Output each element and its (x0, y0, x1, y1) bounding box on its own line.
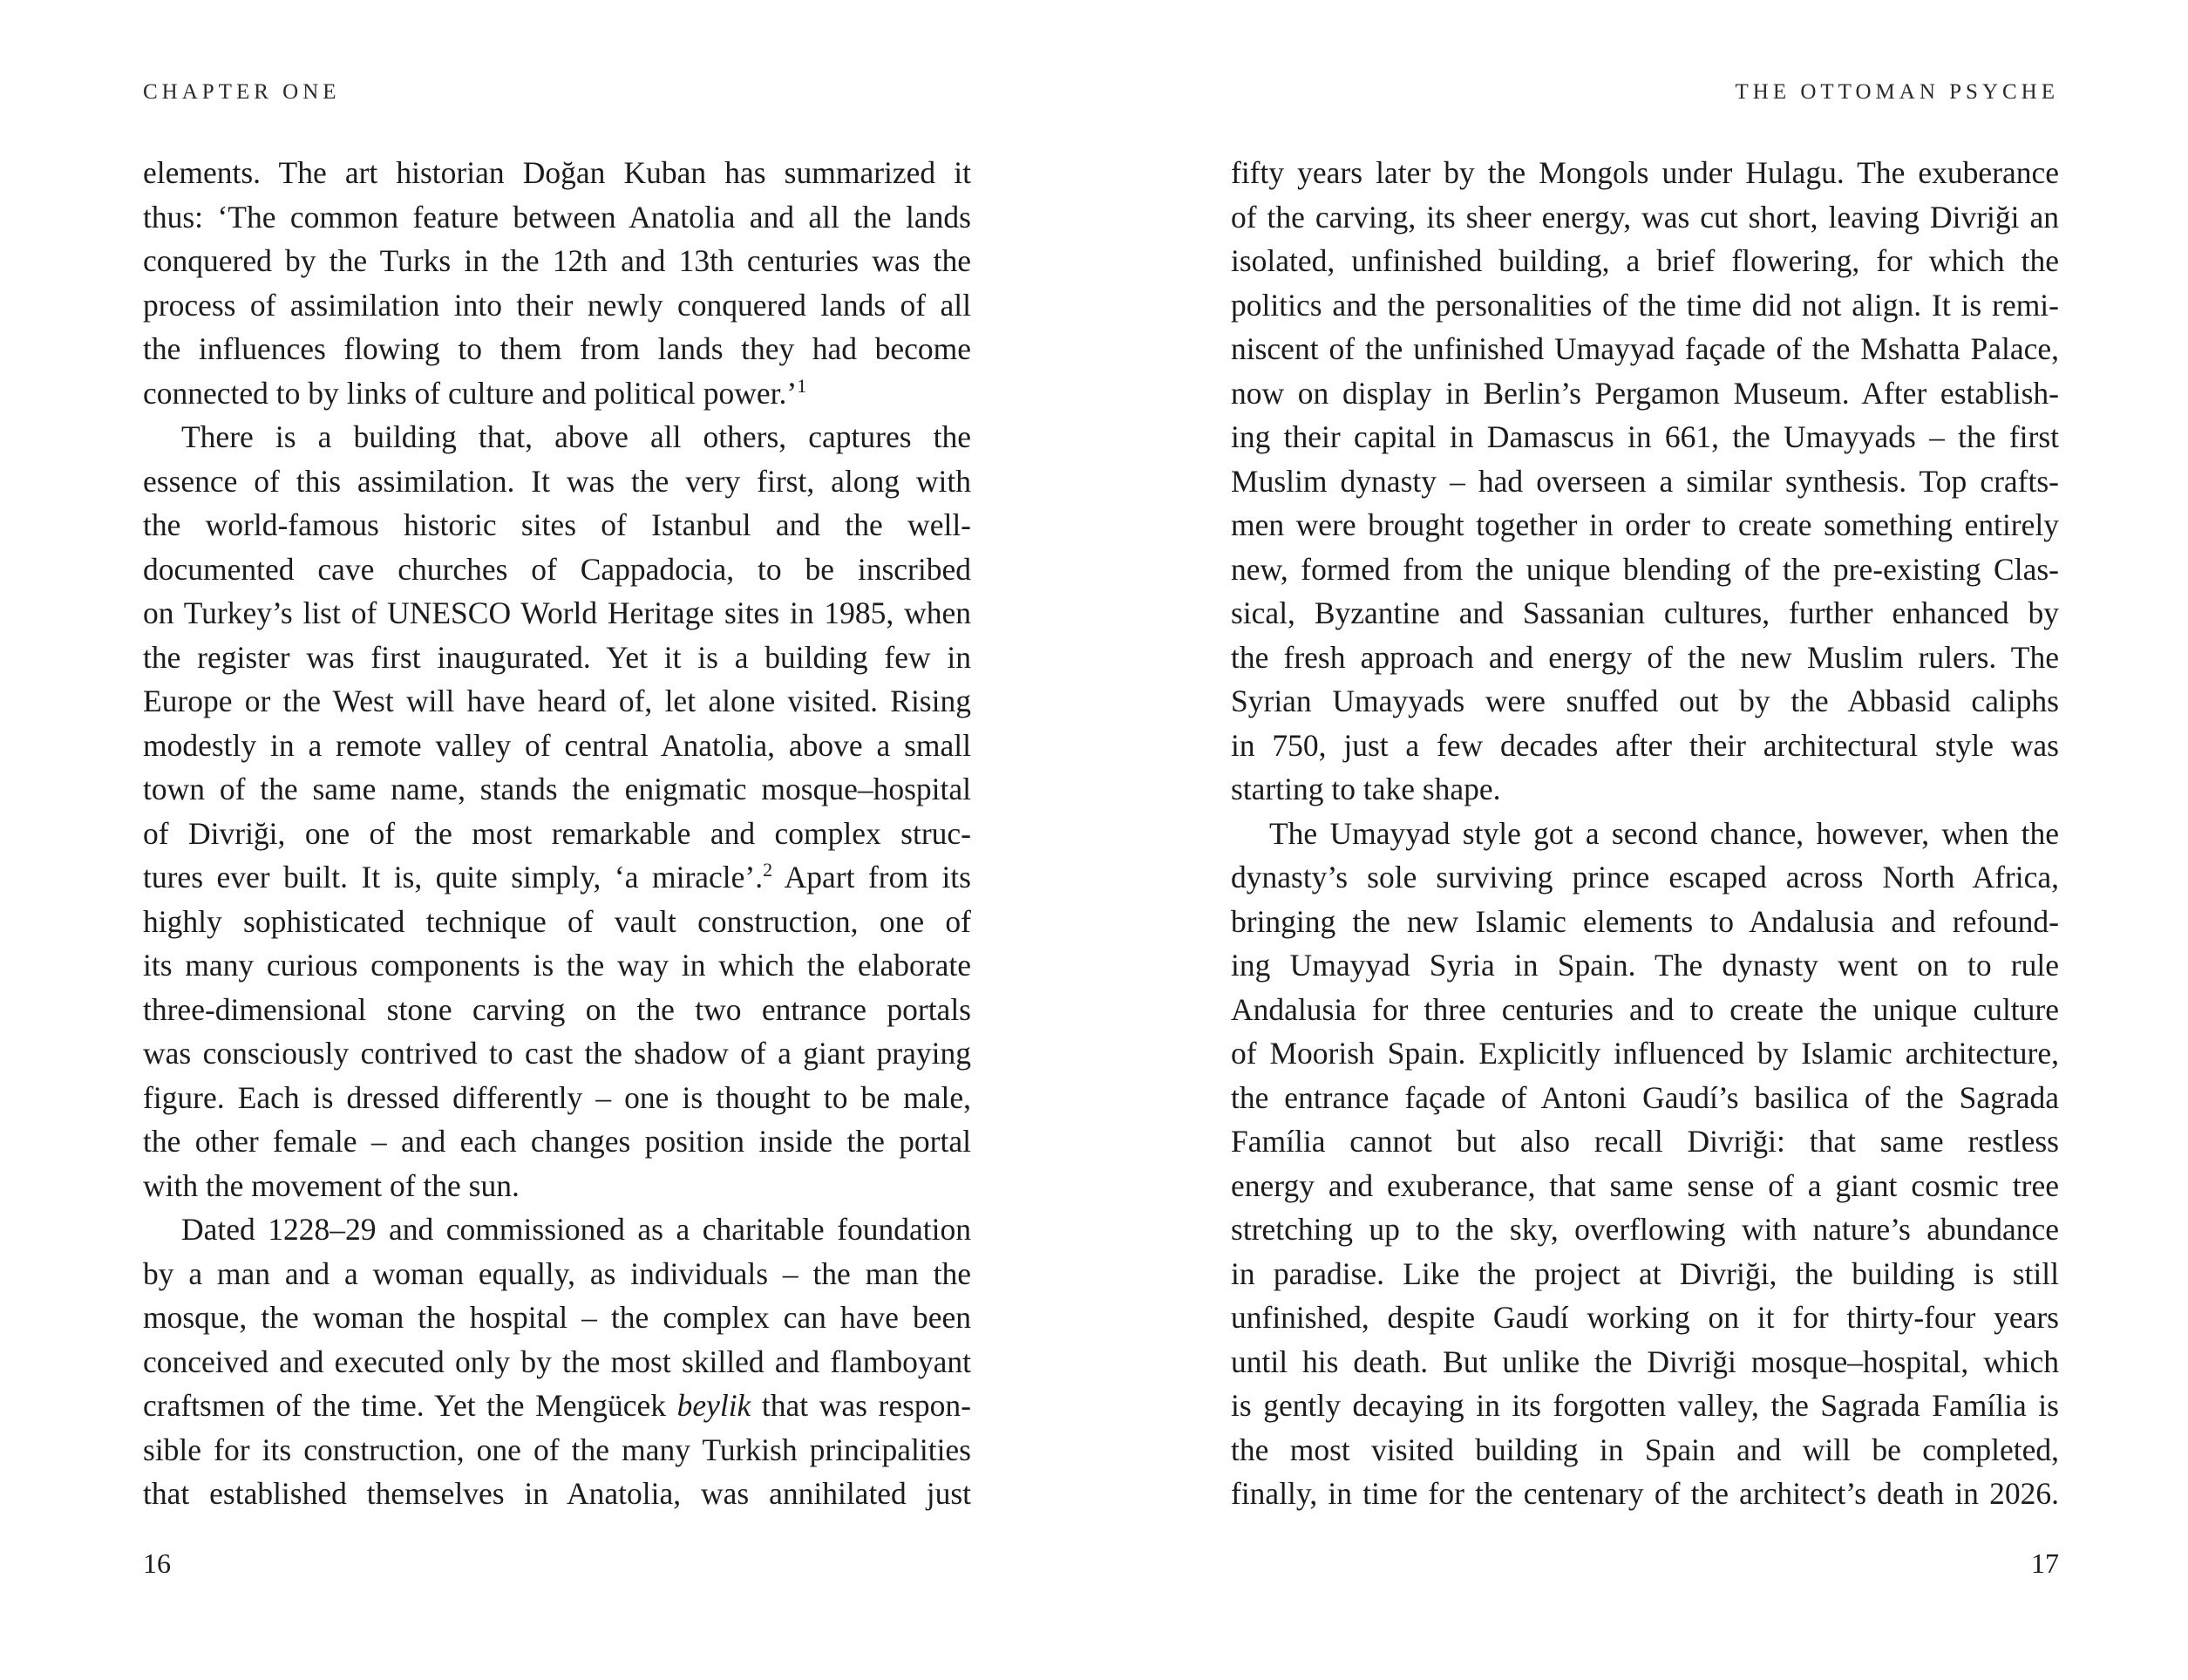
text-line (1231, 151, 2059, 195)
text-line (1231, 1472, 2059, 1516)
text-line-content: new, formed from the unique blending of the pre-existing Clas- (1231, 551, 2059, 587)
text-line-content: fifty years later by the Mongols under Hulagu. The exuberance (1231, 155, 2059, 190)
text-line (143, 283, 971, 328)
text-line-content: men were brought together in order to create something entirely (1231, 507, 2059, 542)
text-line (143, 679, 971, 724)
page-number-right: 17 (2031, 1547, 2059, 1579)
text-line-content: with the movement of the sun. (143, 1167, 520, 1203)
text-line-content: of Divriği, one of the most remarkable and complex struc- (143, 815, 971, 851)
text-line-content: ing their capital in Damascus in 661, the Umayyads – the first (1231, 419, 2059, 454)
text-line-content: highly sophisticated technique of vault construction, one of (143, 903, 971, 939)
text-line (143, 415, 971, 459)
text-line (1231, 636, 2059, 680)
text-line-content: sical, Byzantine and Sassanian cultures, further enhanced by (1231, 595, 2059, 630)
text-line-content: starting to take shape. (1231, 772, 1501, 806)
text-line-content: mosque, the woman the hospital – the complex can have been (143, 1300, 971, 1335)
text-line-content: town of the same name, stands the enigmatic mosque–hospital (143, 772, 971, 806)
text-line (1231, 371, 2059, 416)
text-line-content: Família cannot but also recall Divriği: that same restless (1231, 1124, 2059, 1159)
text-line-content: conceived and executed only by the most skilled and flamboyant (143, 1343, 971, 1379)
text-line-content: that established themselves in Anatolia, was annihilated just (143, 1476, 971, 1511)
text-line-content: its many curious components is the way in which the elaborate (143, 948, 971, 983)
italic-term: beylik (676, 1388, 751, 1423)
text-line-content: Syrian Umayyads were snuffed out by the Abbasid caliphs (1231, 684, 2059, 718)
right-page-body-text (1231, 151, 2059, 1516)
text-line (1231, 943, 2059, 988)
text-line (1231, 1384, 2059, 1428)
running-head-title: THE OTTOMAN PSYCHE (1735, 80, 2059, 104)
text-line-content: on Turkey’s list of UNESCO World Heritage sites in 1985, when (143, 595, 971, 630)
text-line (1231, 548, 2059, 592)
text-line (1231, 1164, 2059, 1208)
text-line-content: the world-famous historic sites of Istanbul and the well- (143, 507, 971, 542)
text-line (1231, 1340, 2059, 1384)
text-line (143, 812, 971, 856)
text-line-content: sible for its construction, one of the many Turkish principalities (143, 1432, 971, 1467)
text-line-content: isolated, unfinished building, a brief flowering, for which the (1231, 243, 2059, 278)
text-line (143, 548, 971, 592)
text-line (143, 1472, 971, 1516)
text-line (143, 1340, 971, 1384)
text-line-content: in 750, just a few decades after their architectural style was (1231, 727, 2059, 763)
text-line-content: of Moorish Spain. Explicitly influenced by Islamic architecture, (1231, 1036, 2059, 1071)
text-line-content: There is a building that, above all others, captures the (181, 419, 971, 454)
text-line-content: craftsmen of the time. Yet the Mengücek (143, 1388, 677, 1423)
text-line (1231, 1207, 2059, 1252)
text-line (143, 724, 971, 768)
text-line (1231, 724, 2059, 768)
text-line-content: finally, in time for the centenary of the architect’s death in 2026. (1231, 1476, 2059, 1511)
text-line (1231, 1076, 2059, 1120)
running-head-chapter: CHAPTER ONE (143, 80, 341, 104)
text-line (1231, 283, 2059, 328)
text-line-content: elements. The art historian Doğan Kuban has summarized it (143, 155, 971, 190)
text-line (143, 151, 971, 195)
text-line (143, 767, 971, 812)
text-line-content: Muslim dynasty – had overseen a similar synthesis. Top crafts- (1231, 463, 2059, 499)
text-line (143, 988, 971, 1032)
text-line (1231, 679, 2059, 724)
text-line-content: essence of this assimilation. It was the very first, along with (143, 463, 971, 499)
text-line-content: unfinished, despite Gaudí working on it for thirty-four years (1231, 1300, 2059, 1335)
text-line-content: the fresh approach and energy of the new Muslim rulers. The (1231, 639, 2059, 675)
text-line (1231, 812, 2059, 856)
text-line-content: The Umayyad style got a second chance, however, when the (1269, 815, 2059, 851)
text-line-content: stretching up to the sky, overflowing with nature’s abundance (1231, 1212, 2059, 1247)
text-line (143, 1384, 971, 1428)
text-line (1231, 1296, 2059, 1340)
text-line-content: Andalusia for three centuries and to create the unique culture (1231, 991, 2059, 1027)
text-line-content: in paradise. Like the project at Divriği, the building is still (1231, 1255, 2059, 1291)
text-line-content: until his death. But unlike the Divriği mosque–hospital, which (1231, 1343, 2059, 1379)
text-line (1231, 503, 2059, 548)
text-line-content: bringing the new Islamic elements to Andalusia and refound- (1231, 903, 2059, 939)
left-page-body-text (143, 151, 971, 1516)
text-line (143, 195, 971, 240)
text-line-content: the most visited building in Spain and will be completed, (1231, 1432, 2059, 1467)
text-line-content: now on display in Berlin’s Pergamon Museum. After establish- (1231, 375, 2059, 411)
text-line-continuation: that was respon- (751, 1388, 971, 1423)
left-page (143, 0, 971, 1680)
text-line-content: politics and the personalities of the time did not align. It is remi- (1231, 287, 2059, 323)
text-line (143, 900, 971, 944)
text-line-content: process of assimilation into their newly conquered lands of all (143, 287, 971, 323)
text-line-content: the influences flowing to them from lands they had become (143, 331, 971, 366)
text-line-content: tures ever built. It is, quite simply, ‘a miracle’. (143, 860, 764, 894)
text-line-content: by a man and a woman equally, as individuals – the man the (143, 1255, 971, 1291)
text-line (143, 327, 971, 371)
text-line (1231, 195, 2059, 240)
footnote-marker[interactable]: 1 (797, 374, 807, 397)
text-line-content: was consciously contrived to cast the shadow of a giant praying (143, 1036, 971, 1071)
text-line (143, 855, 971, 900)
text-line-content: of the carving, its sheer energy, was cut short, leaving Divriği an (1231, 199, 2059, 235)
text-line-content: Dated 1228–29 and commissioned as a charitable foundation (181, 1212, 971, 1247)
text-line (143, 1119, 971, 1164)
text-line-content: documented cave churches of Cappadocia, to be inscribed (143, 551, 971, 587)
text-line (143, 239, 971, 283)
text-line (143, 1031, 971, 1076)
text-line (143, 636, 971, 680)
text-line (143, 459, 971, 504)
text-line (143, 943, 971, 988)
text-line-content: dynasty’s sole surviving prince escaped across North Africa, (1231, 860, 2059, 894)
text-line (1231, 239, 2059, 283)
text-line-content: the register was first inaugurated. Yet it is a building few in (143, 639, 971, 675)
text-line (143, 1207, 971, 1252)
text-line (1231, 1428, 2059, 1473)
text-line-content: conquered by the Turks in the 12th and 13th centuries was the (143, 243, 971, 278)
text-line (1231, 591, 2059, 636)
text-line (1231, 327, 2059, 371)
text-line (1231, 459, 2059, 504)
text-line (1231, 415, 2059, 459)
text-line (1231, 900, 2059, 944)
text-line-content: energy and exuberance, that same sense of a giant cosmic tree (1231, 1167, 2059, 1203)
text-line-content: the entrance façade of Antoni Gaudí’s basilica of the Sagrada (1231, 1079, 2059, 1115)
text-line-content: is gently decaying in its forgotten valley, the Sagrada Família is (1231, 1388, 2059, 1423)
text-line (143, 503, 971, 548)
right-page (1231, 0, 2059, 1680)
text-line (1231, 1031, 2059, 1076)
text-line (1231, 767, 2059, 812)
text-line (1231, 988, 2059, 1032)
text-line-content: ing Umayyad Syria in Spain. The dynasty went on to rule (1231, 948, 2059, 983)
text-line-content: modestly in a remote valley of central Anatolia, above a small (143, 727, 971, 763)
text-line-content: the other female – and each changes position inside the portal (143, 1124, 971, 1159)
text-line (143, 1428, 971, 1473)
text-line (143, 371, 971, 416)
text-line (143, 1164, 971, 1208)
text-line (143, 1296, 971, 1340)
text-line (143, 1252, 971, 1296)
text-line (143, 1076, 971, 1120)
text-line-continuation: Apart from its (772, 860, 971, 894)
text-line-content: Europe or the West will have heard of, let alone visited. Rising (143, 684, 971, 718)
text-line-content: three-dimensional stone carving on the two entrance portals (143, 991, 971, 1027)
text-line (143, 591, 971, 636)
text-line (1231, 855, 2059, 900)
page-number-left: 16 (143, 1547, 171, 1579)
text-line (1231, 1252, 2059, 1296)
text-line-content: figure. Each is dressed differently – one is thought to be male, (143, 1079, 971, 1115)
text-line (1231, 1119, 2059, 1164)
text-line-content: connected to by links of culture and political power.’ (143, 375, 798, 411)
text-line-content: thus: ‘The common feature between Anatolia and all the lands (143, 199, 971, 235)
footnote-marker[interactable]: 2 (763, 858, 773, 881)
text-line-content: niscent of the unfinished Umayyad façade of the Mshatta Palace, (1231, 331, 2059, 366)
